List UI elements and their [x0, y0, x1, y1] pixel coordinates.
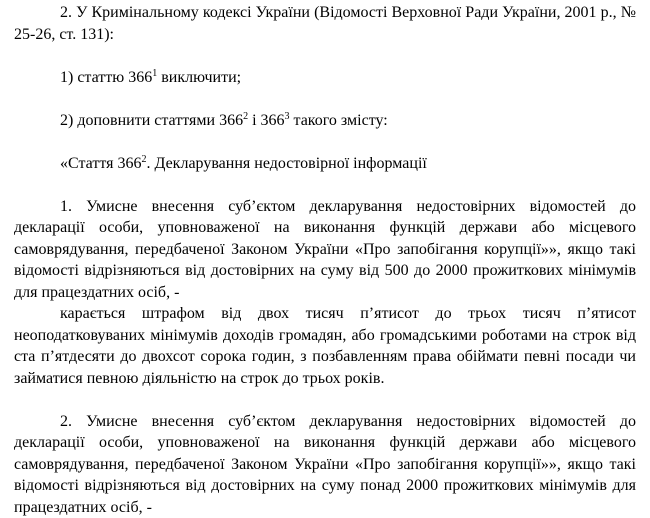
- item-2-text: 2) доповнити статтями 366: [60, 112, 243, 129]
- intro-paragraph: 2. У Кримінальному кодексі України (Відомості Верховної Ради України, 2001 р., № 25-26, ст. 131):: [14, 2, 636, 45]
- item-2-tail: такого змісту:: [290, 112, 388, 129]
- item-2-middle: і 366: [248, 112, 284, 129]
- article-title-tail: . Декларування недостовірної інформації: [146, 155, 426, 172]
- article-title-text: «Стаття 366: [60, 155, 141, 172]
- item-1-paragraph: [14, 67, 636, 89]
- article-title-superscript: 2: [141, 154, 146, 165]
- article-part-2: 2. Умисне внесення суб’єктом декларування недостовірних відомостей до декларації особи, уповноваженої на виконання функцій держави або місцевого самоврядування, передбаченої Законом України «Про запобігання корупції»», якщо такі відомості відрізняються від достовірних на суму понад 2000 прожиткових мінімумів для працездатних осіб, -: [14, 411, 636, 518]
- article-title: [14, 153, 636, 175]
- item-2-superscript-2: 3: [285, 111, 290, 122]
- document-page: [14, 0, 636, 518]
- item-1-tail: виключити;: [157, 69, 241, 86]
- item-1-superscript: 1: [152, 68, 157, 79]
- article-part-1-sanction: карається штрафом від двох тисяч п’ятисот до трьох тисяч п’ятисот неоподатковуваних мінімумів доходів громадян, або громадськими роботами на строк від ста п’ятдесяти до двохсот сорока годин, з позбавленням права обіймати певні посади чи займатися певною діяльністю на строк до трьох років.: [14, 303, 636, 389]
- article-part-1: 1. Умисне внесення суб’єктом декларування недостовірних відомостей до декларації особи, уповноваженої на виконання функцій держави або місцевого самоврядування, передбаченої Законом України «Про запобігання корупції»», якщо такі відомості відрізняються від достовірних на суму від 500 до 2000 прожиткових мінімумів для працездатних осіб, -: [14, 196, 636, 304]
- item-2-superscript-1: 2: [243, 111, 248, 122]
- item-2-paragraph: [14, 110, 636, 132]
- item-1-text: 1) статтю 366: [60, 69, 152, 86]
